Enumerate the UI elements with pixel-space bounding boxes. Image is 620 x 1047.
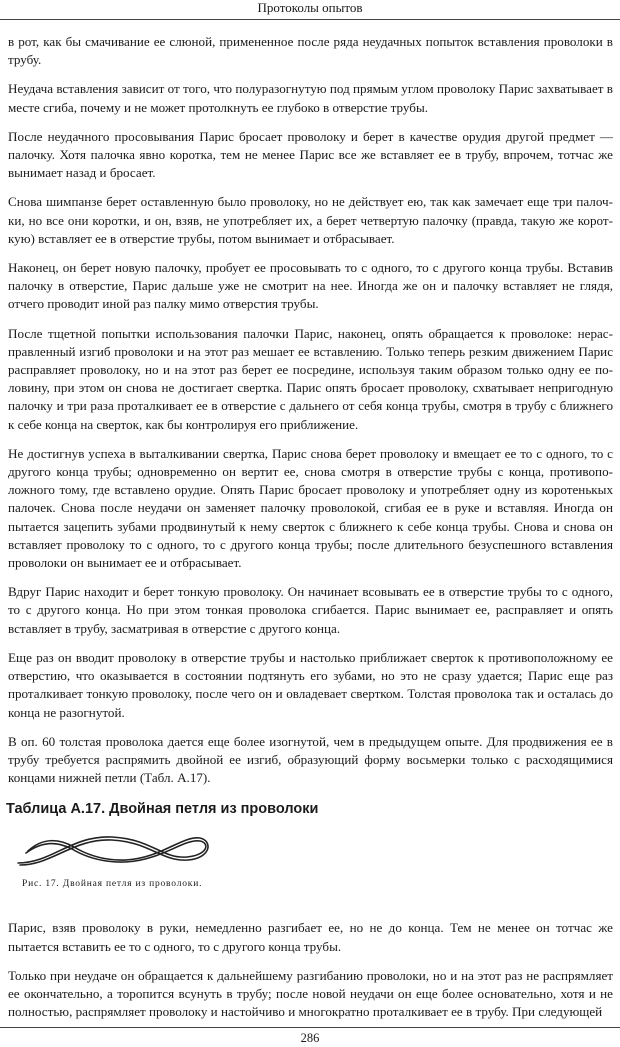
paragraph: После тщетной попытки использования палочки Парис, наконец, опять обращается к проволоке: нерасправленный изгиб проволоки и на этот раз мешает ее вставлению. Только теперь резким движением Парис расправляет проволоку, но и на этот раз берет ее посредине, используя таким образом только одну ее половину, при этом он снова не достигает свертка. Парис опять бросает проволоку, схватывает непригодную палочку и три раза проталкивает ее в отверстие с дальнего от себя конца трубы, смотря в трубу с ближнего к себе конца на сверток, как бы контролируя его приближение. (8, 325, 613, 432)
header-rule (0, 19, 620, 20)
paragraph: Неудача вставления зависит от того, что полуразогнутую под прямым углом проволоку Парис захватывает в месте сгиба, почему и не может протолкнуть ее глубоко в отверстие трубы. (8, 81, 613, 115)
paragraph: Только при неудаче он обращается к дальнейшему разгибанию проволоки, но и на этот раз не распрямляет ее окончательно, а торопится всунуть в трубу; после новой неудачи он еще более основательно, хотя и не полностью, распрямляет проволоку и настойчиво и многократно проталкивает ее в трубу. При следующей (8, 967, 613, 1020)
paragraph: Парис, взяв проволоку в руки, немедленно разгибает ее, но не до конца. Тем не менее он тотчас же пытается вставить ее то с одного, то с другого конца трубы. (8, 920, 613, 954)
paragraph: в рот, как бы смачивание ее слюной, примененное после ряда неудачных попыток вставления проволоки в трубу. (8, 34, 613, 68)
figure-caption: Рис. 17. Двойная петля из проволоки. (22, 879, 203, 890)
double-loop-wire-illustration (12, 829, 212, 879)
paragraph: После неудачного просовывания Парис бросает проволоку и берет в качестве орудия другой предмет — палочку. Хотя палочка явно коротка, тем не менее Парис все же вставляет ее в трубу, впрочем, тотчас же вынимает назад и бросает. (8, 128, 613, 181)
page-body (8, 33, 613, 1032)
paragraph: Вдруг Парис находит и берет тонкую проволоку. Он начинает всовывать ее в отверстие трубы то с одного, то с другого конца. Но при этом тонкая проволока сгибается. Парис вынимает ее, расправляет и опять вставляет в трубу, засматривая в отверстие с другого конца. (8, 584, 613, 636)
paragraph: Наконец, он берет новую палочку, пробует ее просовывать то с одного, то с другого конца трубы. Вставив палочку в отверстие, Парис дальше уже не смотрит на нее. Иногда же он и палочку вставляет не глядя, отчего проводит иной раз палку мимо отверстия трубы. (8, 260, 613, 312)
page-number: 286 (300, 1031, 320, 1045)
running-header-title: Протоколы опытов (257, 0, 363, 15)
paragraph: Не достигнув успеха в выталкивании свертка, Парис снова берет проволоку и вмещает ее то с одного, то с другого конца трубы; одновременно он вертит ее, снова смотря в отверстие трубы с конца, противоположного тому, где вставлено орудие. Опять Парис бросает проволоку и употребляет одну из коротенькых палочек. Снова после неудачи он заменяет палочку проволокой, сгибая ее в руке и вставляя. Иногда он пытается зацепить зубами продвинутый к нему сверток с ближнего к себе конца трубы. Снова и снова он вставляет проволоку то с одного, то с другого конца трубы; после длительного безуспешного вставления проволоки он вынимает ее и отбрасывает. (8, 445, 613, 571)
table-title: Таблица А.17. Двойная петля из проволоки (6, 801, 319, 818)
wire-loop-figure (12, 829, 212, 897)
page-footer (0, 1030, 620, 1046)
paragraph: Снова шимпанзе берет оставленную было проволоку, но не действует ею, так как замечает еще три палочки, но все они коротки, и он, взяв, не употребляет их, а берет четвертую палочку (правда, такую же короткую) вставляет ее в отверстие трубы, потом вынимает и отбрасывает. (8, 194, 613, 246)
paragraph: Еще раз он вводит проволоку в отверстие трубы и настолько приближает сверток к противоположному ее отверстию, что оказывается в состоянии подтянуть его зубами, но это не сразу удается; Парис еще раз проталкивает тонкую проволоку, после чего он и овладевает свертком. Толстая проволока так и осталась до конца не разогнутой. (8, 649, 613, 720)
footer-rule (0, 1027, 620, 1028)
paragraph: В оп. 60 толстая проволока дается еще более изогнутой, чем в предыдущем опыте. Для продвижения ее в трубу требуется распрямить двойной ее изгиб, образующий форму восьмерки только с расходящимися концами нижней петли (Табл. А.17). (8, 733, 613, 786)
